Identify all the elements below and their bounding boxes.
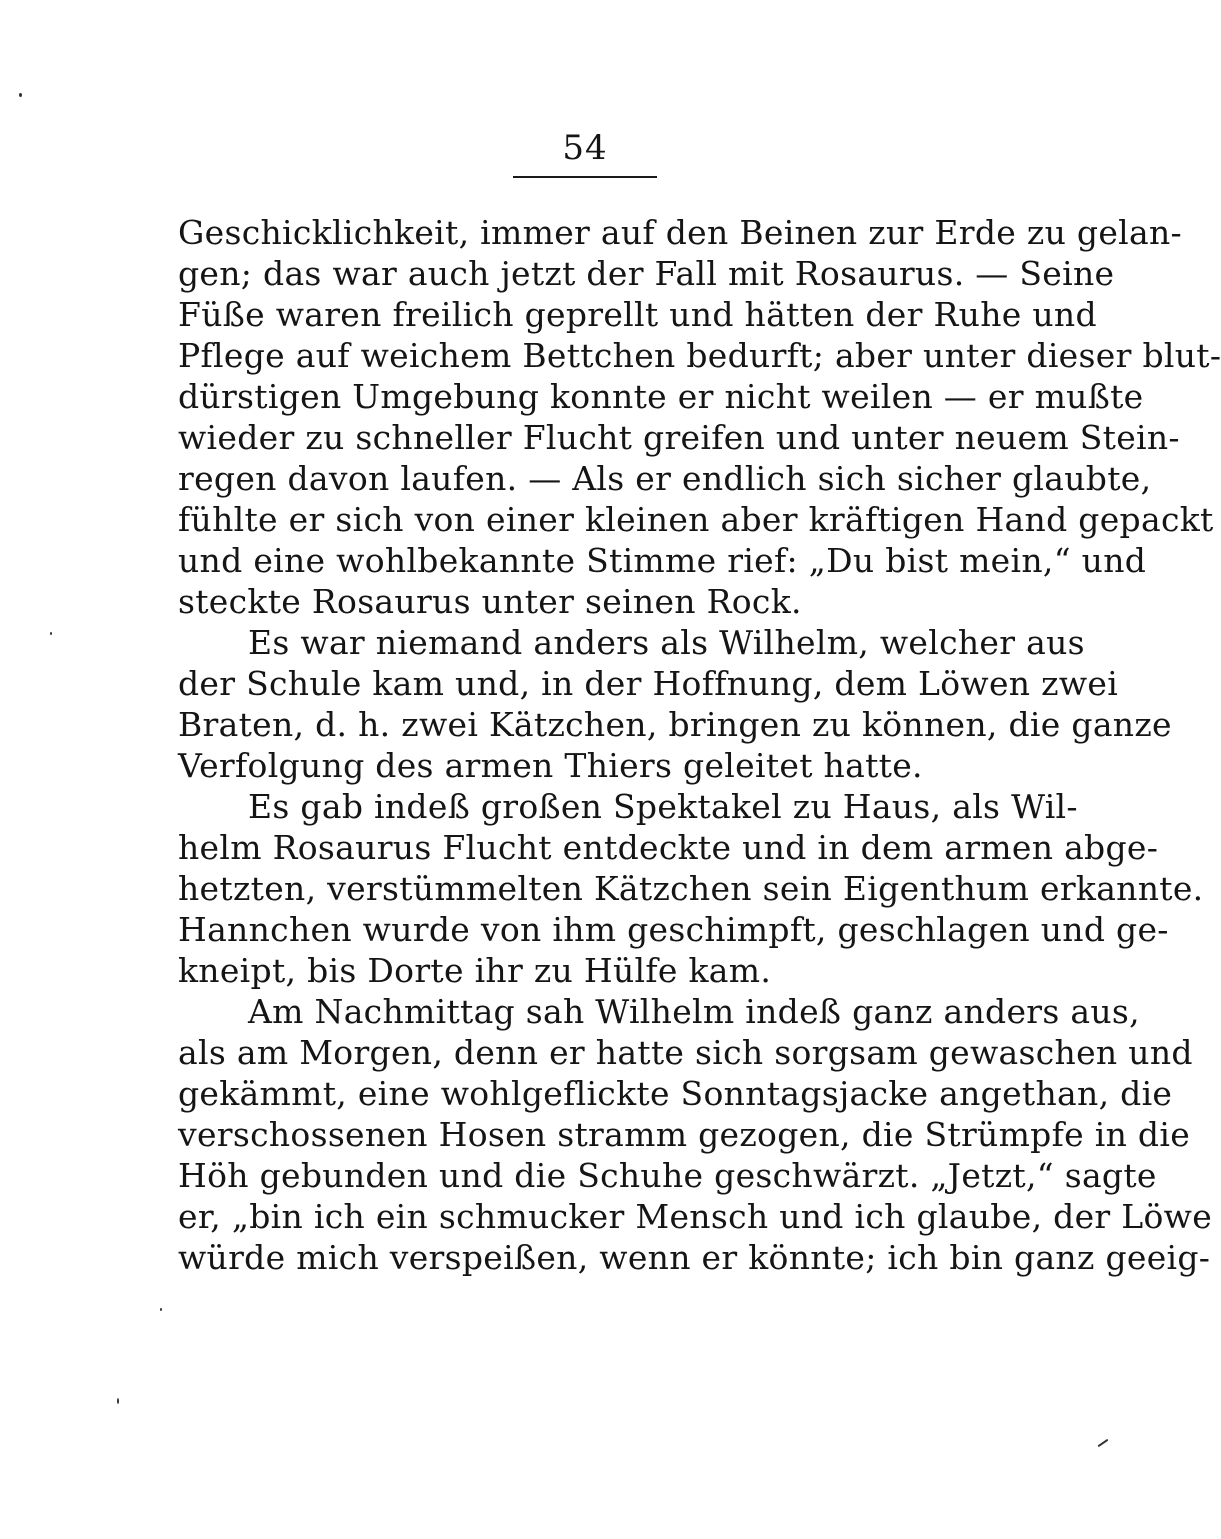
text-line: wieder zu schneller Flucht greifen und unter neuem Stein- xyxy=(178,418,1180,457)
scan-speck xyxy=(19,93,22,97)
text-line: Hannchen wurde von ihm geschimpft, geschlagen und ge- xyxy=(178,910,1169,949)
scan-speck xyxy=(1098,1439,1109,1448)
text-line: helm Rosaurus Flucht entdeckte und in dem armen abge- xyxy=(178,828,1159,867)
text-line: kneipt, bis Dorte ihr zu Hülfe kam. xyxy=(178,951,772,990)
text-line: regen davon laufen. — Als er endlich sich sicher glaubte, xyxy=(178,459,1152,498)
header-rule xyxy=(513,176,657,178)
text-line: gen; das war auch jetzt der Fall mit Rosaurus. — Seine xyxy=(178,254,1115,293)
text-line: Am Nachmittag sah Wilhelm indeß ganz anders aus, xyxy=(248,992,1140,1031)
text-line: der Schule kam und, in der Hoffnung, dem Löwen zwei xyxy=(178,664,1119,703)
text-line: Geschicklichkeit, immer auf den Beinen zur Erde zu gelan- xyxy=(178,213,1183,252)
text-line: und eine wohlbekannte Stimme rief: „Du bist mein,“ und xyxy=(178,541,1147,580)
text-line: Verfolgung des armen Thiers geleitet hatte. xyxy=(178,746,923,785)
text-line: Füße waren freilich geprellt und hätten der Ruhe und xyxy=(178,295,1097,334)
scan-speck xyxy=(50,632,52,635)
text-line: dürstigen Umgebung konnte er nicht weilen — er mußte xyxy=(178,377,1144,416)
text-line: Es war niemand anders als Wilhelm, welcher aus xyxy=(248,623,1085,662)
scan-speck xyxy=(117,1398,119,1404)
text-line: Höh gebunden und die Schuhe geschwärzt. „Jetzt,“ sagte xyxy=(178,1156,1157,1195)
text-line: als am Morgen, denn er hatte sich sorgsam gewaschen und xyxy=(178,1033,1193,1072)
text-line: Pflege auf weichem Bettchen bedurft; aber unter dieser blut- xyxy=(178,336,1221,375)
text-line: hetzten, verstümmelten Kätzchen sein Eigenthum erkannte. xyxy=(178,869,1204,908)
text-line: verschossenen Hosen stramm gezogen, die Strümpfe in die xyxy=(178,1115,1191,1154)
text-line: er, „bin ich ein schmucker Mensch und ich glaube, der Löwe xyxy=(178,1197,1213,1236)
text-line: fühlte er sich von einer kleinen aber kräftigen Hand gepackt xyxy=(178,500,1214,539)
text-line: Es gab indeß großen Spektakel zu Haus, als Wil- xyxy=(248,787,1078,826)
text-line: gekämmt, eine wohlgeflickte Sonntagsjacke angethan, die xyxy=(178,1074,1173,1113)
text-line: würde mich verspeißen, wenn er könnte; ich bin ganz geeig- xyxy=(178,1238,1211,1277)
scan-speck xyxy=(160,1308,162,1311)
text-line: steckte Rosaurus unter seinen Rock. xyxy=(178,582,802,621)
page-number: 54 xyxy=(562,128,608,168)
text-line: Braten, d. h. zwei Kätzchen, bringen zu können, die ganze xyxy=(178,705,1172,744)
